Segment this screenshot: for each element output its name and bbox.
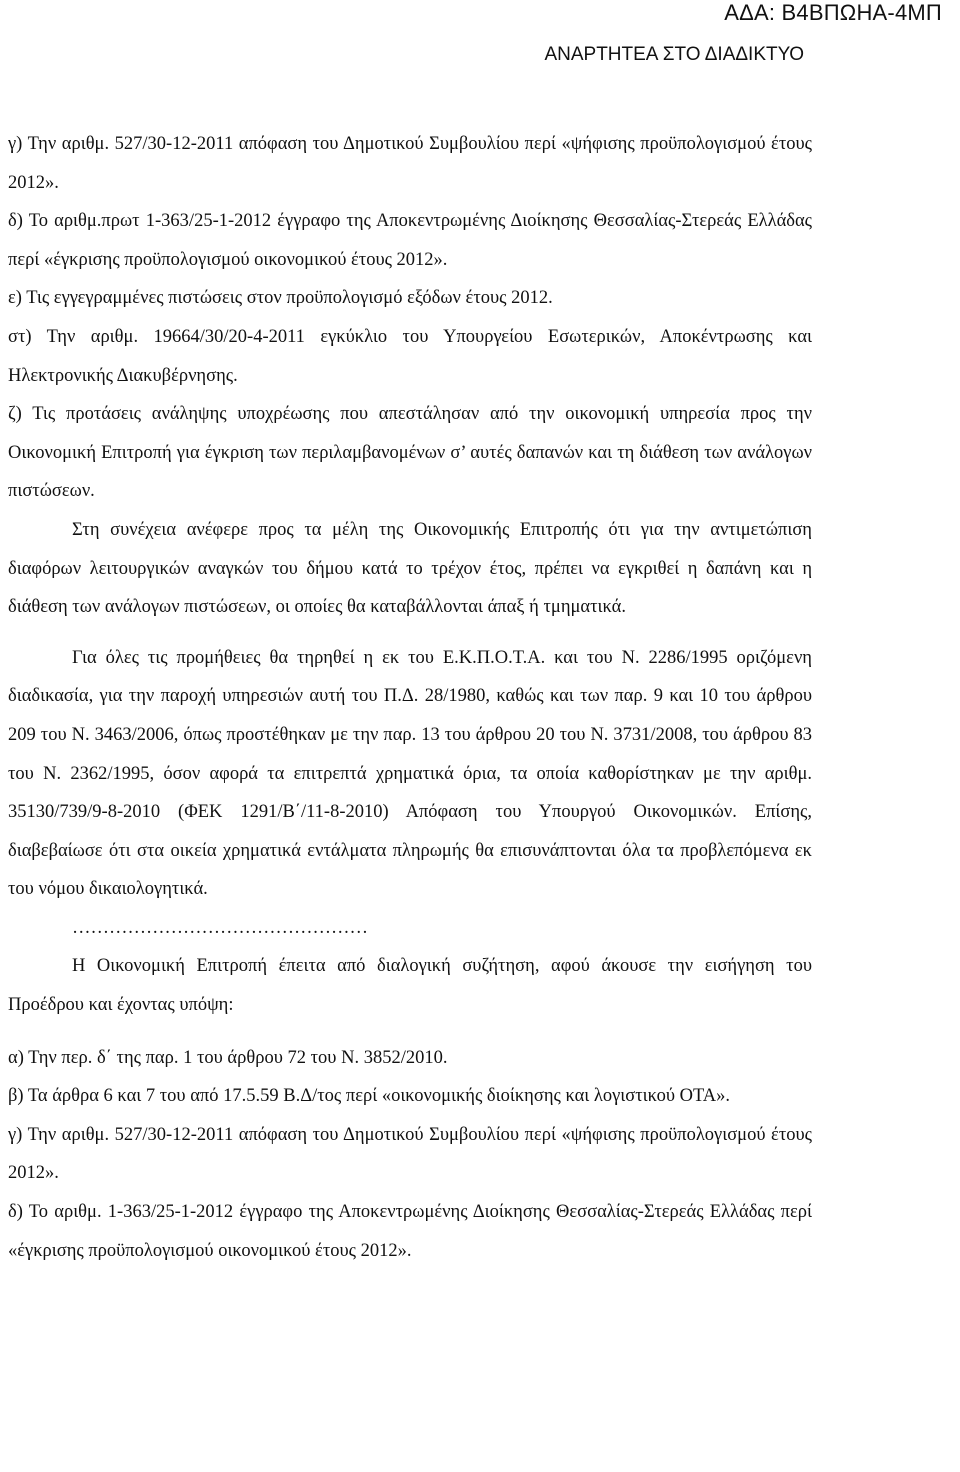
ada-code: ΑΔΑ: Β4ΒΠΩΗΑ-4ΜΠ <box>724 0 942 25</box>
considering-alpha: α) Την περ. δ΄ της παρ. 1 του άρθρου 72 του Ν. 3852/2010. <box>8 1047 448 1068</box>
separator-dots: ………………………………………… <box>72 917 368 938</box>
item-st: στ) Την αριθμ. 19664/30/20-4-2011 εγκύκλιο του Υπουργείου Εσωτερικών, Αποκέντρωσης και Ηλεκτρονικής Διακυβέρνησης. <box>8 326 812 386</box>
considering-beta: β) Τα άρθρα 6 και 7 του από 17.5.59 Β.Δ/τος περί «οικονομικής διοίκησης και λογιστικού ΟΤΑ». <box>8 1086 731 1107</box>
considering-delta: δ) Το αριθμ. 1-363/25-1-2012 έγγραφο της Αποκεντρωμένης Διοίκησης Θεσσαλίας-Στερεάς Ελλάδας περί «έγκρισης προϋπολογισμού οικονομικού έτους 2012». <box>8 1202 812 1261</box>
paragraph-procurement: Για όλες τις προμήθειες θα τηρηθεί η εκ του Ε.Κ.Π.Ο.Τ.Α. και του Ν. 2286/1995 οριζόμενη διαδικασία, για την παροχή υπηρεσιών αυτή του Π.Δ. 28/1980, καθώς και των παρ. 9 και 10 του άρθρου 209 του Ν. 3463/2006, όπως προστέθηκαν με την παρ. 13 του άρθρου 20 του Ν. 3731/2008, του άρθρου 83 του Ν. 2362/1995, όσον αφορά τα επιτρεπτά χρηματικά όρια, τα οποία καθορίστηκαν με την αριθμ. 35130/739/9-8-2010 (ΦΕΚ 1291/Β΄/11-8-2010) Απόφαση του Υπουργού Οικονομικών. Επίσης, διαβεβαίωσε ότι στα οικεία χρηματικά εντάλματα πληρωμής θα επισυνάπτονται όλα τα προβλεπόμενα εκ του νόμου δικαιολογητικά. <box>8 647 812 900</box>
publish-notice: ΑΝΑΡΤΗΤΕΑ ΣΤΟ ΔΙΑΔΙΚΤΥΟ <box>544 44 804 65</box>
item-epsilon: ε) Τις εγγεγραμμένες πιστώσεις στον προϋπολογισμό εξόδων έτους 2012. <box>8 288 553 309</box>
item-delta: δ) Το αριθμ.πρωτ 1-363/25-1-2012 έγγραφο της Αποκεντρωμένης Διοίκησης Θεσσαλίας-Στερεάς Ελλάδας περί «έγκρισης προϋπολογισμού οικονομικού έτους 2012». <box>8 211 812 270</box>
item-gamma: γ) Την αριθμ. 527/30-12-2011 απόφαση του Δημοτικού Συμβουλίου περί «ψήφισης προϋπολογισμού έτους 2012». <box>8 134 812 193</box>
paragraph-needs: Στη συνέχεια ανέφερε προς τα μέλη της Οικονομικής Επιτροπής ότι για την αντιμετώπιση διαφόρων λειτουργικών αναγκών του δήμου κατά το τρέχον έτος, πρέπει να εγκριθεί η δαπάνη και η διάθεση των ανάλογων πιστώσεων, οι οποίες θα καταβάλλονται άπαξ ή τμηματικά. <box>8 519 812 618</box>
document-body <box>8 125 812 1270</box>
considering-gamma: γ) Την αριθμ. 527/30-12-2011 απόφαση του Δημοτικού Συμβουλίου περί «ψήφισης προϋπολογισμού έτους 2012». <box>8 1124 812 1184</box>
item-zeta: ζ) Τις προτάσεις ανάληψης υποχρέωσης που απεστάλησαν από την οικονομική υπηρεσία προς την Οικονομική Επιτροπή για έγκριση των περιλαμβανομένων σ’ αυτές δαπανών και τη διάθεση των ανάλογων πιστώσεων. <box>8 404 812 502</box>
paragraph-committee: Η Οικονομική Επιτροπή έπειτα από διαλογική συζήτηση, αφού άκουσε την εισήγηση του Προέδρου και έχοντας υπόψη: <box>8 956 812 1016</box>
